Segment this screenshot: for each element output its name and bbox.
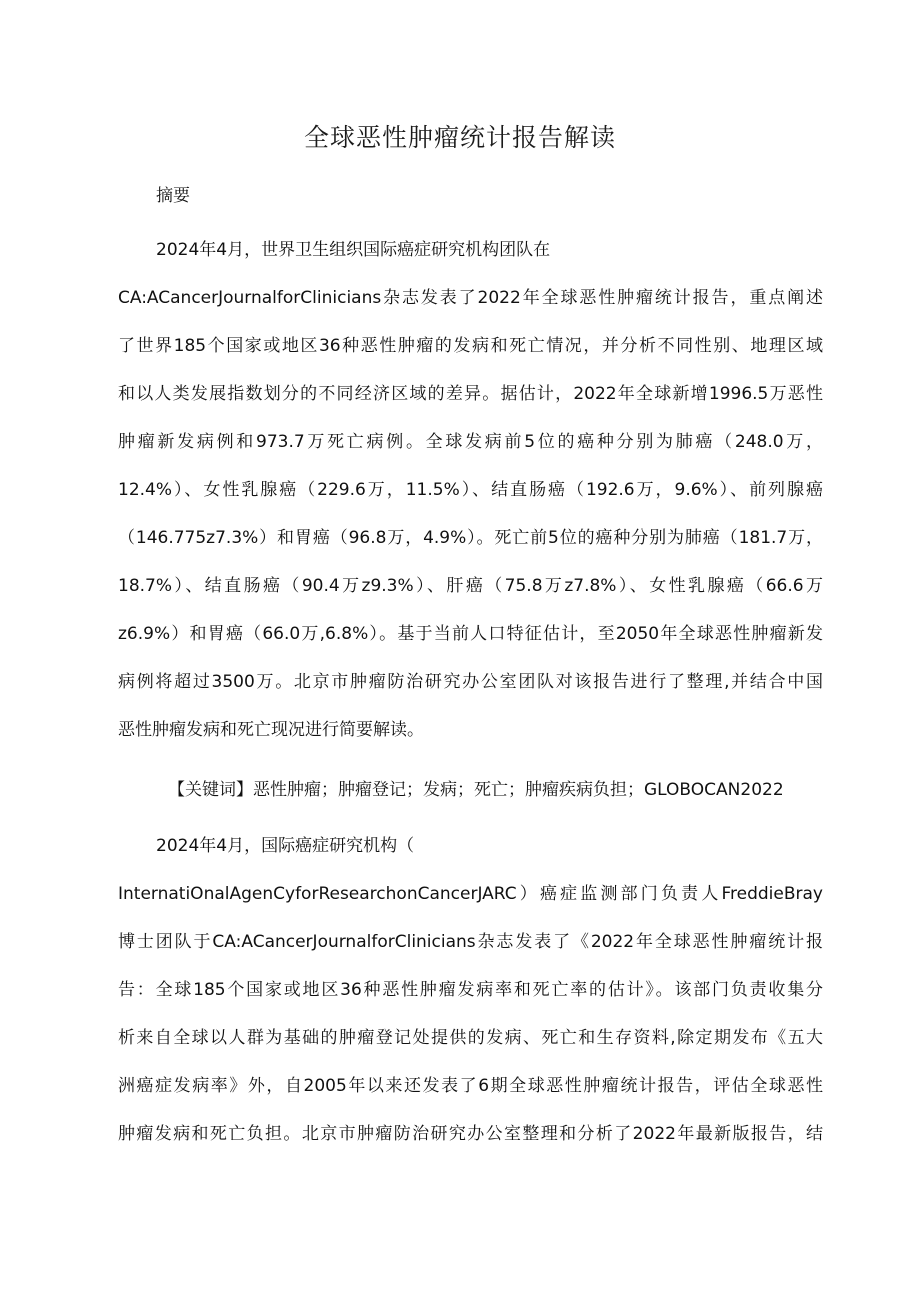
paragraph-1-line: 恶性肿瘤发病和死亡现况进行简要解读。 (118, 720, 424, 740)
paragraph-1-line: 肿瘤新发病例和973.7万死亡病例。全球发病前5位的癌种分别为肺癌（248.0万， (118, 432, 823, 452)
paragraph-1-line: 2024年4月，世界卫生组织国际癌症研究机构团队在 (156, 240, 551, 260)
paragraph-1-line: z6.9%）和胃癌（66.0万,6.8%）。基于当前人口特征估计，至2050年全球恶性肿瘤新发 (118, 624, 823, 644)
paragraph-2-line: 博士团队于CA:ACancerJournalforClinicians杂志发表了《2022年全球恶性肿瘤统计报 (118, 932, 823, 952)
paragraph-2-line: 肿瘤发病和死亡负担。北京市肿瘤防治研究办公室整理和分析了2022年最新版报告，结 (118, 1124, 823, 1144)
abstract-heading: 摘要 (156, 186, 190, 206)
paragraph-2-line: InternatiOnalAgenCyforResearchonCancerJARC）癌症监测部门负责人FreddieBray (118, 884, 823, 904)
paragraph-2-line: 洲癌症发病率》外，自2005年以来还发表了6期全球恶性肿瘤统计报告，评估全球恶性 (118, 1076, 823, 1096)
paragraph-1-line: 病例将超过3500万。北京市肿瘤防治研究办公室团队对该报告进行了整理,并结合中国 (118, 672, 823, 692)
paragraph-2-line: 告：全球185个国家或地区36种恶性肿瘤发病率和死亡率的估计》。该部门负责收集分 (118, 980, 823, 1000)
paragraph-1-line: 18.7%）、结直肠癌（90.4万z9.3%）、肝癌（75.8万z7.8%）、女性乳腺癌（66.6万 (118, 576, 823, 596)
paragraph-1-line: 和以人类发展指数划分的不同经济区域的差异。据估计，2022年全球新增1996.5万恶性 (118, 384, 823, 404)
paragraph-1-line: 12.4%）、女性乳腺癌（229.6万，11.5%）、结直肠癌（192.6万，9.6%）、前列腺癌 (118, 480, 823, 500)
paragraph-1-line: （146.775z7.3%）和胃癌（96.8万，4.9%）。死亡前5位的癌种分别为肺癌（181.7万， (118, 528, 823, 548)
paragraph-1-line: CA:ACancerJournalforClinicians杂志发表了2022年全球恶性肿瘤统计报告，重点阐述 (118, 288, 823, 308)
paragraph-2-line: 2024年4月，国际癌症研究机构（ (156, 836, 415, 856)
document-title: 全球恶性肿瘤统计报告解读 (303, 123, 616, 152)
paragraph-2-line: 析来自全球以人群为基础的肿瘤登记处提供的发病、死亡和生存资料,除定期发布《五大 (118, 1028, 823, 1048)
keywords-line: 【关键词】恶性肿瘤；肿瘤登记；发病；死亡；肿瘤疾病负担；GLOBOCAN2022 (168, 780, 784, 800)
paragraph-1-line: 了世界185个国家或地区36种恶性肿瘤的发病和死亡情况，并分析不同性别、地理区域 (118, 336, 823, 356)
